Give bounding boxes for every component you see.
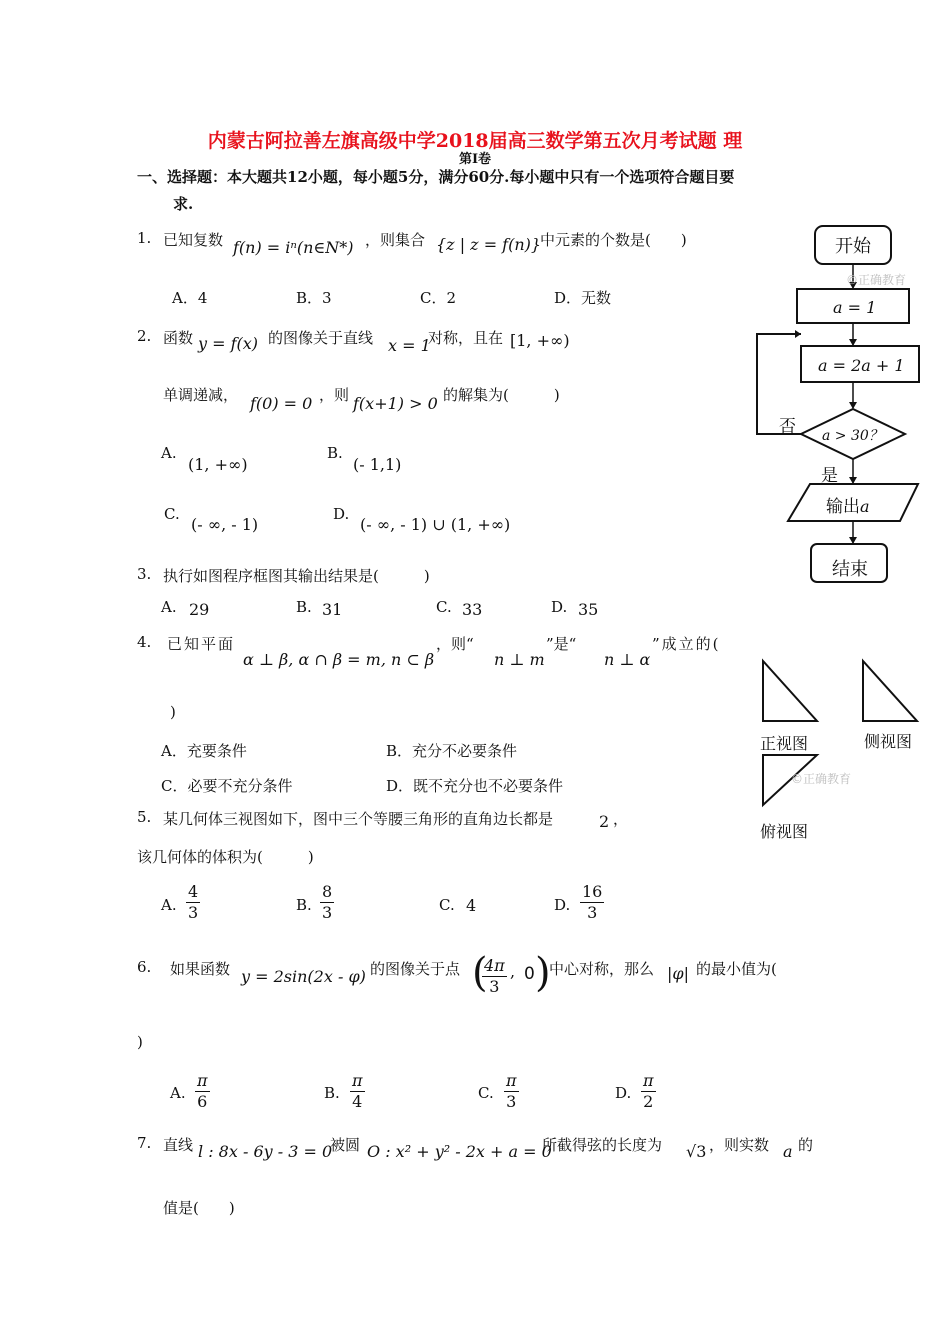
option-label-a: A.: [161, 598, 177, 616]
option-label-b: B.: [296, 896, 312, 914]
question-text: ，则实数: [709, 1136, 770, 1154]
question-number: 3.: [137, 565, 152, 583]
question-text: ，则“: [436, 635, 474, 653]
question-text: 执行如图程序框图其输出结果是( ): [163, 567, 430, 585]
option-c: (- ∞, - 1): [191, 515, 259, 534]
option-b: $\frac{\pi}{4}$: [352, 1071, 363, 1111]
option-d: D．无数: [554, 289, 612, 307]
option-d: D．既不充分也不必要条件: [386, 777, 564, 795]
option-label-b: B.: [296, 598, 312, 616]
question-text: 中心对称，那么: [549, 960, 655, 978]
flow-condition: a > 30？: [822, 428, 883, 444]
question-text: 的解集为( ): [443, 386, 560, 404]
question-text: 函数: [163, 329, 194, 347]
formula: [1, +∞): [510, 331, 570, 350]
question-text: ，则集合: [365, 231, 426, 249]
top-view-label: 俯视图: [760, 822, 809, 841]
option-c: C．2: [420, 289, 457, 307]
formula: {z | z = f(n)}: [436, 235, 542, 254]
paren-right: ): [535, 950, 551, 996]
option-a: 29: [189, 600, 210, 619]
option-b: $\frac{8}{3}$: [322, 882, 333, 922]
formula: |φ|: [667, 964, 689, 983]
option-label-d: D.: [333, 505, 350, 523]
option-c: 33: [462, 600, 483, 619]
watermark: ©正确教育: [846, 273, 907, 287]
option-a: $\frac{\pi}{6}$: [197, 1071, 208, 1111]
formula: y = 2sin(2x - φ): [241, 967, 366, 986]
question-text: ”是“: [546, 635, 577, 653]
option-d: $\frac{16}{3}$: [582, 882, 603, 922]
formula: 2: [599, 812, 610, 831]
question-text: 的: [798, 1136, 814, 1154]
question-text: 的最小值为(: [696, 960, 777, 978]
question-text: 某几何体三视图如下，图中三个等腰三角形的直角边长都是: [163, 810, 554, 828]
formula: 0: [524, 964, 535, 984]
question-text: 对称，且在: [428, 329, 504, 347]
question-text: ”成立的(: [652, 635, 721, 653]
section-heading: 一、选择题：本大题共12小题，每小题5分，满分60分.每小题中只有一个选项符合题目要: [137, 168, 735, 186]
exam-title: 内蒙古阿拉善左旗高级中学2018届高三数学第五次月考试题 理: [207, 130, 743, 152]
question-number: 2.: [137, 327, 152, 345]
option-label-a: A.: [161, 896, 177, 914]
section-heading-cont: 求.: [173, 195, 194, 213]
formula: y = f(x): [198, 334, 259, 353]
formula: n ⊥ α: [604, 650, 651, 669]
question-text: 已知平面: [167, 635, 236, 653]
question-number: 5.: [137, 808, 152, 826]
question-text: ): [137, 1033, 143, 1051]
option-label-b: B.: [324, 1084, 340, 1102]
formula: f(x+1) > 0: [353, 394, 438, 413]
question-text: 的图像关于点: [370, 960, 461, 978]
option-label-d: D.: [551, 598, 568, 616]
option-label-d: D.: [615, 1084, 632, 1102]
formula: f(0) = 0: [250, 394, 313, 413]
formula: α ⊥ β, α ∩ β = m, n ⊂ β: [243, 650, 435, 669]
flow-end: 结束: [832, 559, 868, 580]
formula: O : x² + y² - 2x + a = 0: [367, 1142, 552, 1161]
option-a: $\frac{4}{3}$: [188, 882, 199, 922]
formula: $\frac{4\pi}{3}$: [484, 956, 505, 996]
option-b: B．3: [296, 289, 332, 307]
option-d: $\frac{\pi}{2}$: [643, 1071, 654, 1111]
flow-no-label: 否: [779, 417, 796, 437]
question-text: 值是( ): [163, 1199, 235, 1217]
formula: n ⊥ m: [494, 650, 545, 669]
paren-left: (: [472, 950, 488, 996]
exam-subtitle: 第Ⅰ卷: [458, 152, 492, 167]
flow-step-2: a = 2a + 1: [818, 356, 905, 375]
flow-output: 输出a: [826, 497, 870, 517]
flow-start: 开始: [835, 236, 871, 257]
question-text: ，: [613, 810, 629, 828]
question-text: 如果函数: [170, 960, 231, 978]
question-text: ，则: [319, 386, 350, 404]
option-a: A．充要条件: [161, 742, 247, 760]
question-number: 6.: [137, 958, 152, 976]
option-label-c: C.: [439, 896, 455, 914]
option-a: (1, +∞): [188, 455, 248, 474]
option-b: 31: [322, 600, 343, 619]
option-label-b: B.: [327, 444, 343, 462]
question-number: 4.: [137, 633, 152, 651]
option-c: C．必要不充分条件: [161, 777, 293, 795]
front-view-label: 正视图: [760, 734, 809, 753]
flow-step-1: a = 1: [833, 298, 877, 317]
side-view-label: 侧视图: [864, 732, 913, 751]
flowchart-lines: [740, 215, 940, 595]
option-d: 35: [578, 600, 599, 619]
question-text: 已知复数: [163, 231, 224, 249]
formula: l : 8x - 6y - 3 = 0: [198, 1142, 333, 1161]
question-number: 1.: [137, 229, 152, 247]
option-label-c: C.: [478, 1084, 494, 1102]
option-d: (- ∞, - 1) ∪ (1, +∞): [360, 515, 511, 534]
option-label-d: D.: [554, 896, 571, 914]
flow-yes-label: 是: [821, 466, 838, 486]
question-text: 所截得弦的长度为: [542, 1136, 663, 1154]
option-label-a: A.: [170, 1084, 186, 1102]
formula-sep: ,: [510, 962, 516, 981]
formula: a: [783, 1142, 793, 1161]
option-a: A．4: [172, 289, 208, 307]
option-label-a: A.: [161, 444, 177, 462]
option-label-c: C.: [436, 598, 452, 616]
formula: f(n) = iⁿ(n∈N*): [233, 238, 354, 257]
question-text: 被圆: [330, 1136, 361, 1154]
question-text: 该几何体的体积为( ): [137, 848, 314, 866]
formula: x = 1: [388, 336, 431, 355]
question-text: 中元素的个数是( ): [540, 231, 687, 249]
formula: √3: [686, 1142, 707, 1161]
option-b: B．充分不必要条件: [386, 742, 518, 760]
question-text: 的图像关于直线: [268, 329, 374, 347]
question-text: ): [170, 703, 176, 721]
question-text: 单调递减，: [163, 386, 239, 404]
option-label-c: C.: [164, 505, 180, 523]
question-text: 直线: [163, 1136, 194, 1154]
option-b: (- 1,1): [353, 455, 402, 474]
question-number: 7.: [137, 1134, 152, 1152]
option-c: $\frac{\pi}{3}$: [506, 1071, 517, 1111]
option-c: 4: [466, 896, 477, 915]
watermark: ©正确教育: [791, 772, 852, 786]
